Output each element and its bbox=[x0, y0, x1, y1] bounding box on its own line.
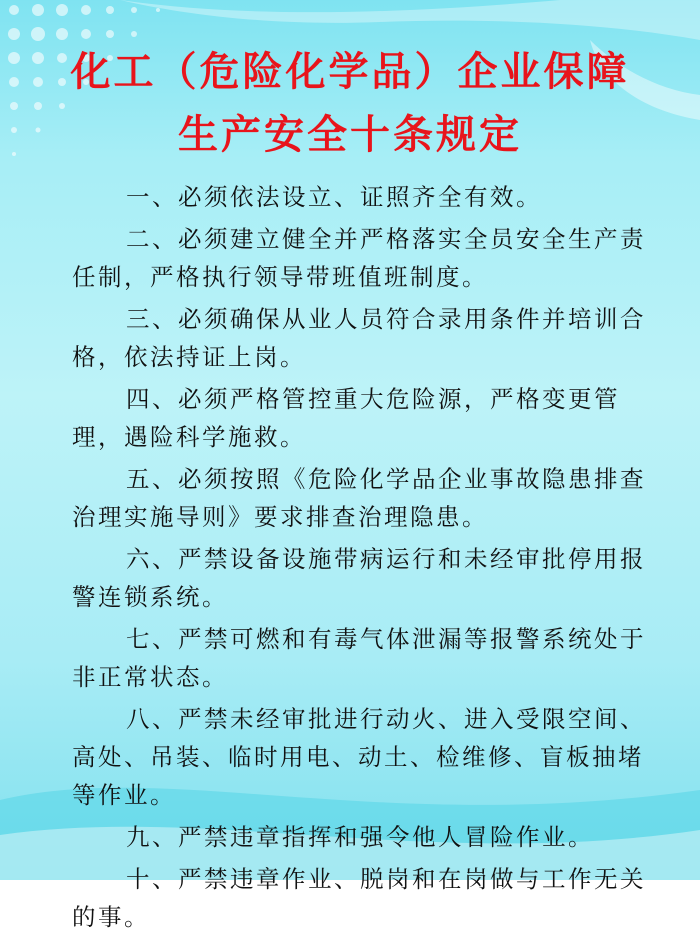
rule-item-2: 二、必须建立健全并严格落实全员安全生产责任制，严格执行领导带班值班制度。 bbox=[72, 225, 646, 291]
rule-item-7: 七、严禁可燃和有毒气体泄漏等报警系统处于非正常状态。 bbox=[72, 625, 646, 691]
rules-list bbox=[72, 178, 646, 940]
rule-item-1: 一、必须依法设立、证照齐全有效。 bbox=[126, 183, 542, 211]
top-wave bbox=[120, 0, 700, 40]
poster-title-line-1: 化工（危险化学品）企业保障 bbox=[70, 49, 630, 95]
rule-item-6: 六、严禁设备设施带病运行和未经审批停用报警连锁系统。 bbox=[72, 545, 646, 611]
rule-item-5: 五、必须按照《危险化学品企业事故隐患排查治理实施导则》要求排查治理隐患。 bbox=[72, 465, 646, 531]
rule-item-3: 三、必须确保从业人员符合录用条件并培训合格，依法持证上岗。 bbox=[72, 305, 646, 371]
rule-item-10: 十、严禁违章作业、脱岗和在岗做与工作无关的事。 bbox=[72, 865, 646, 931]
poster-title-line-2: 生产安全十条规定 bbox=[178, 112, 522, 158]
rule-item-9: 九、严禁违章指挥和强令他人冒险作业。 bbox=[126, 823, 594, 851]
rule-item-8: 八、严禁未经审批进行动火、进入受限空间、高处、吊装、临时用电、动土、检维修、盲板抽堵等作业。 bbox=[72, 705, 646, 809]
rule-item-4: 四、必须严格管控重大危险源，严格变更管理，遇险科学施救。 bbox=[72, 385, 620, 451]
